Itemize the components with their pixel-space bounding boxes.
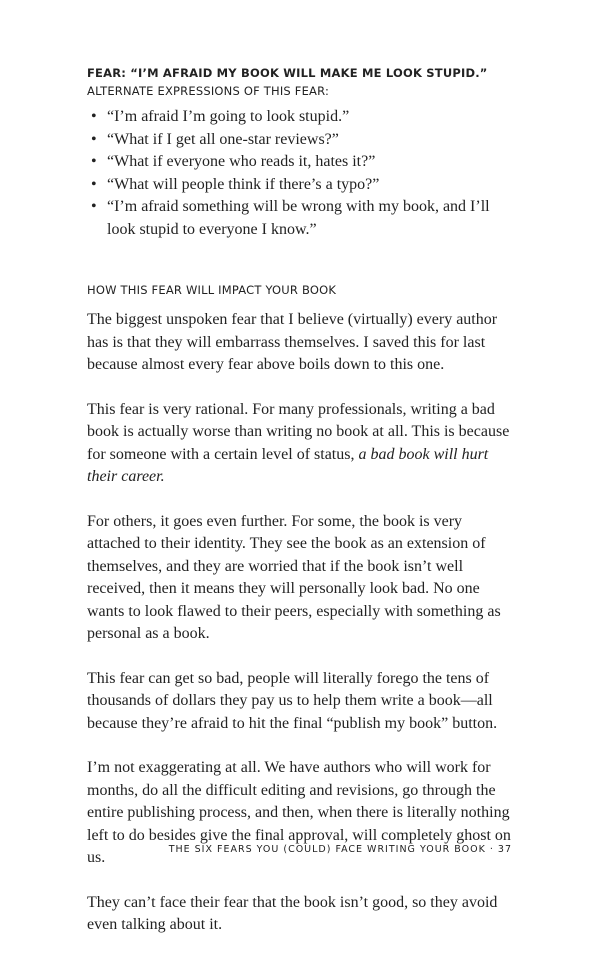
list-item <box>87 151 517 174</box>
paragraph-5: I’m not exaggerating at all. We have authors who will work for months, do all the difficult editing and revisions, go through the entire publishing process, and then, when there is literally nothing left to do besides give the final approval, will completely ghost on us. <box>87 759 511 866</box>
page-number: 37 <box>497 844 512 855</box>
list-item-text: “I’m afraid something will be wrong with my book, and I’ll look stupid to everyone I know.” <box>107 198 490 238</box>
list-item <box>87 196 517 241</box>
bullet-icon: • <box>91 198 97 215</box>
list-item-text: “What if I get all one-star reviews?” <box>107 130 339 148</box>
paragraph-6: They can’t face their fear that the book isn’t good, so they avoid even talking about it. <box>87 893 498 933</box>
list-item-text: “I’m afraid I’m going to look stupid.” <box>107 108 350 125</box>
paragraph-2-text: This fear is very rational. For many professionals, writing a bad book is actually worse than writing no book at all. This is because for someone with a certain level of status, <box>87 400 510 463</box>
bullet-icon: • <box>91 108 97 125</box>
page-footer <box>169 844 512 855</box>
paragraph-2 <box>87 399 517 489</box>
bullet-icon: • <box>91 130 97 148</box>
bullet-icon: • <box>91 153 97 170</box>
list-item <box>87 129 517 152</box>
paragraph-3: For others, it goes even further. For some, the book is very attached to their identity. They see the book as an extension of themselves, and they are worried that if the book isn’t well received, then it means they will personally look bad. No one wants to look flawed to their peers, especially with something as personal as a book. <box>87 512 501 642</box>
paragraph-2-emphasis: a bad book will hurt their career. <box>87 445 489 485</box>
list-item <box>87 174 517 197</box>
list-item-text: “What if everyone who reads it, hates it?” <box>107 153 376 170</box>
book-page <box>87 64 517 959</box>
footer-separator: · <box>489 844 494 855</box>
fear-title: FEAR: “I’M AFRAID MY BOOK WILL MAKE ME LOOK STUPID.” <box>87 66 488 80</box>
paragraph-1: The biggest unspoken fear that I believe (virtually) every author has is that they will embarrass themselves. I saved this for last because almost every fear above boils down to this one. <box>87 311 498 373</box>
alternate-expressions-list <box>87 106 517 241</box>
alternate-expressions-label: ALTERNATE EXPRESSIONS OF THIS FEAR: <box>87 84 330 98</box>
list-item-text: “What will people think if there’s a typo?” <box>107 175 380 193</box>
bullet-icon: • <box>91 175 97 193</box>
list-item <box>87 106 517 129</box>
running-title: THE SIX FEARS YOU (COULD) FACE WRITING YOUR BOOK <box>168 844 486 855</box>
paragraph-4: This fear can get so bad, people will literally forego the tens of thousands of dollars they pay us to help them write a book—all because they’re afraid to hit the final “publish my book” button. <box>87 669 498 732</box>
impact-heading: HOW THIS FEAR WILL IMPACT YOUR BOOK <box>87 283 337 297</box>
